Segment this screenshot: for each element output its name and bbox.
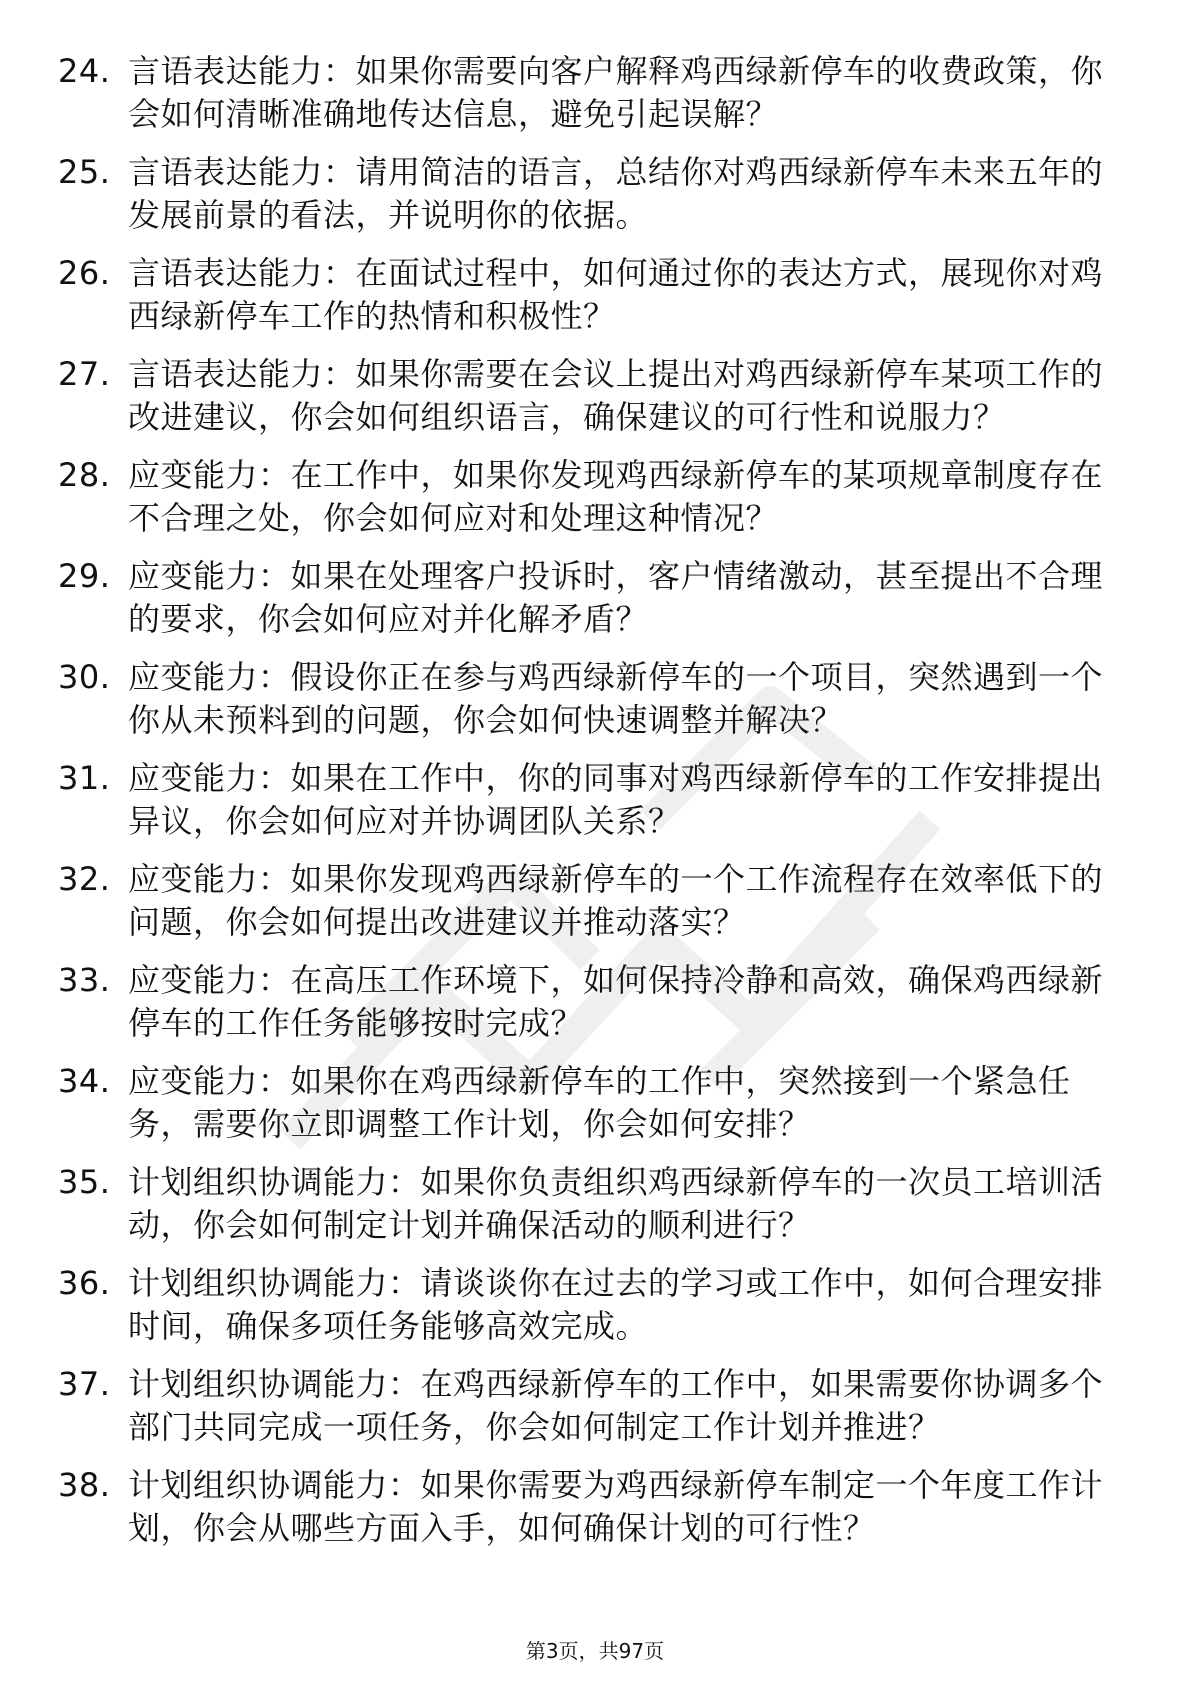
- question-item: [58, 50, 1128, 136]
- question-text: 计划组织协调能力：如果你需要为鸡西绿新停车制定一个年度工作计划，你会从哪些方面入手，如何确保计划的可行性？: [128, 1466, 1104, 1547]
- question-number: 32.: [58, 860, 111, 898]
- question-item: [58, 555, 1128, 641]
- question-number: 31.: [58, 759, 111, 797]
- question-text: 言语表达能力：在面试过程中，如何通过你的表达方式，展现你对鸡西绿新停车工作的热情和积极性？: [128, 254, 1104, 335]
- question-item: [58, 1262, 1128, 1348]
- question-text: 计划组织协调能力：在鸡西绿新停车的工作中，如果需要你协调多个部门共同完成一项任务，你会如何制定工作计划并推进？: [128, 1365, 1104, 1446]
- question-number: 26.: [58, 254, 111, 292]
- question-item: [58, 151, 1128, 237]
- question-number: 27.: [58, 355, 111, 393]
- question-number: 37.: [58, 1365, 111, 1403]
- question-text: 应变能力：在工作中，如果你发现鸡西绿新停车的某项规章制度存在不合理之处，你会如何应对和处理这种情况？: [128, 456, 1104, 537]
- question-number: 34.: [58, 1062, 111, 1100]
- question-number: 30.: [58, 658, 111, 696]
- question-item: [58, 252, 1128, 338]
- question-number: 25.: [58, 153, 111, 191]
- question-item: [58, 959, 1128, 1045]
- question-item: [58, 353, 1128, 439]
- question-number: 28.: [58, 456, 111, 494]
- question-item: [58, 656, 1128, 742]
- question-list: [58, 50, 1128, 1565]
- question-item: [58, 1464, 1128, 1550]
- question-text: 应变能力：假设你正在参与鸡西绿新停车的一个项目，突然遇到一个你从未预料到的问题，你会如何快速调整并解决？: [128, 658, 1104, 739]
- question-number: 29.: [58, 557, 111, 595]
- question-text: 应变能力：如果在工作中，你的同事对鸡西绿新停车的工作安排提出异议，你会如何应对并协调团队关系？: [128, 759, 1104, 840]
- question-number: 24.: [58, 52, 111, 90]
- question-item: [58, 858, 1128, 944]
- question-text: 应变能力：如果在处理客户投诉时，客户情绪激动，甚至提出不合理的要求，你会如何应对并化解矛盾？: [128, 557, 1104, 638]
- question-text: 应变能力：如果你发现鸡西绿新停车的一个工作流程存在效率低下的问题，你会如何提出改进建议并推动落实？: [128, 860, 1104, 941]
- question-item: [58, 454, 1128, 540]
- question-text: 计划组织协调能力：请谈谈你在过去的学习或工作中，如何合理安排时间，确保多项任务能够高效完成。: [128, 1264, 1104, 1345]
- question-text: 计划组织协调能力：如果你负责组织鸡西绿新停车的一次员工培训活动，你会如何制定计划并确保活动的顺利进行？: [128, 1163, 1104, 1244]
- question-text: 应变能力：如果你在鸡西绿新停车的工作中，突然接到一个紧急任务，需要你立即调整工作计划，你会如何安排？: [128, 1062, 1071, 1143]
- question-item: [58, 1363, 1128, 1449]
- question-text: 言语表达能力：如果你需要在会议上提出对鸡西绿新停车某项工作的改进建议，你会如何组织语言，确保建议的可行性和说服力？: [128, 355, 1104, 436]
- question-number: 35.: [58, 1163, 111, 1201]
- question-text: 言语表达能力：如果你需要向客户解释鸡西绿新停车的收费政策，你会如何清晰准确地传达信息，避免引起误解？: [128, 52, 1104, 133]
- question-number: 33.: [58, 961, 111, 999]
- page-number-footer: 第3页，共97页: [525, 1639, 665, 1663]
- question-number: 38.: [58, 1466, 111, 1504]
- question-item: [58, 1060, 1128, 1146]
- question-text: 言语表达能力：请用简洁的语言，总结你对鸡西绿新停车未来五年的发展前景的看法，并说明你的依据。: [128, 153, 1104, 234]
- question-number: 36.: [58, 1264, 111, 1302]
- question-item: [58, 1161, 1128, 1247]
- question-item: [58, 757, 1128, 843]
- question-text: 应变能力：在高压工作环境下，如何保持冷静和高效，确保鸡西绿新停车的工作任务能够按时完成？: [128, 961, 1104, 1042]
